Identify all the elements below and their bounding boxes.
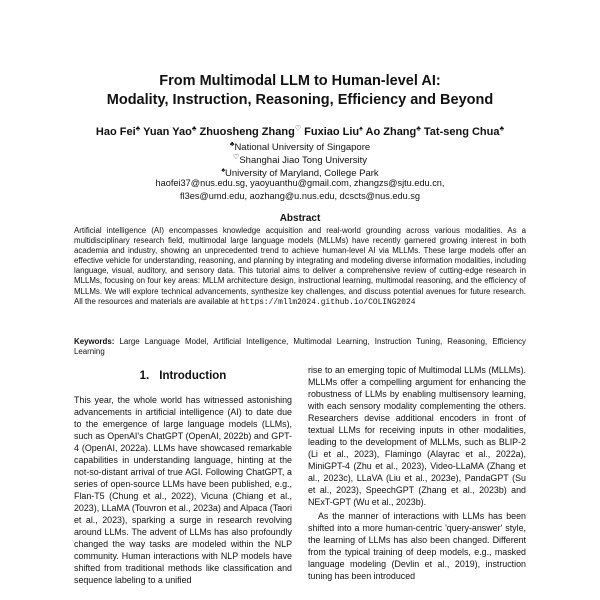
section-number: 1. [139,370,150,382]
email-list-line-2: fl3es@umd.edu, aozhang@u.nus.edu, dcscts@nus.edu.sg [180,191,420,201]
author: Zhuosheng Zhang♡ [199,125,302,138]
author: Yuan Yao♣ [143,125,197,138]
section-title: Introduction [159,370,227,382]
left-column [74,394,292,586]
paper-title-line-1: From Multimodal LLM to Human-level AI: [159,73,441,89]
abstract-text: Artificial intelligence (AI) encompasses knowledge acquisition and real-world grounding across various modalities. As a multidisciplinary research field, multimodal large language models (MLLMs) have recently garnered growing interest in both academia and industry, showing an unprecedented trend to achieve human-level AI via MLLMs. These large models offer an effective vehicle for understanding, reasoning, and planning by integrating and modeling diverse information modalities, including language, visual, auditory, and sensory data. This tutorial aims to deliver a comprehensive review of cutting-edge research in MLLMs, focusing on four key areas: MLLM architecture design, instructional learning, multimodal reasoning, and the efficiency of MLLMs. We will explore technical advancements, synthesize key challenges, and discuss potential avenues for future research. All the resources and materials are available at [74,226,526,306]
affiliation: ♣National University of Singapore [229,141,371,154]
keywords-label: Keywords: [74,337,115,346]
abstract-body [74,226,526,308]
author: Hao Fei♣ [95,125,141,138]
keywords-text: Large Language Model, Artificial Intelligence, Multimodal Learning, Instruction Tuning, Reasoning, Efficiency Learning [74,337,526,357]
right-column [308,364,526,582]
paragraph: As the manner of interactions with LLMs has been shifted into a more human-centric 'query-answer' style, the learning of LLMs has also been changed. Different from the typical training of deep models, e.g., masked language modeling (Devlin et al., 2019), instruction tuning has been introduced [308,511,526,581]
abstract-url-link[interactable]: https://mllm2024.github.io/COLING2024 [240,297,416,307]
keywords [74,337,526,357]
author-list [0,122,600,139]
section-heading-introduction [74,370,292,382]
author: Ao Zhang♣ [365,125,421,138]
affiliation: ♡Shanghai Jiao Tong University [233,154,367,167]
author: Fuxiao Liu♠ [304,125,363,138]
abstract-heading: Abstract [279,213,321,224]
affiliation: ♠University of Maryland, College Park [221,167,379,180]
email-list-line-1: haofei37@nus.edu.sg, yaoyuanthu@gmail.com, zhangzs@sjtu.edu.cn, [155,178,445,188]
author: Tat-seng Chua♣ [423,125,505,138]
paper-title-line-2: Modality, Instruction, Reasoning, Efficiency and Beyond [106,92,494,108]
paragraph: rise to an emerging topic of Multimodal LLMs (MLLMs). MLLMs offer a compelling argument for enhancing the robustness of LLMs by enabling multisensory learning, with each sensory modality complementing the others. Researchers devise additional encoders in front of textual LLMs for receiving inputs in other modalities, leading to the development of MLLMs, such as BLIP-2 (Li et al., 2023), Flamingo (Alayrac et al., 2022a), MiniGPT-4 (Zhu et al., 2023), Video-LLaMA (Zhang et al., 2023c), LLaVA (Liu et al., 2023e), PandaGPT (Su et al., 2023), SpeechGPT (Zhang et al., 2023b) and NExT-GPT (Wu et al., 2023b). [308,365,526,507]
paragraph: This year, the whole world has witnessed astonishing advancements in artificial intelligence (AI) to date due to the emergence of large language models (LLMs), such as OpenAI's ChatGPT (OpenAI, 2022b) and GPT-4 (OpenAI, 2022a). LLMs have showcased remarkable capabilities in understanding language, hinting at the not-so-distant arrival of true AGI. Following ChatGPT, a series of open-source LLMs have been published, e.g., Flan-T5 (Chung et al., 2022), Vicuna (Chiang et al., 2023), LLaMA (Touvron et al., 2023a) and Alpaca (Taori et al., 2023), sparking a surge in research revolving around LLMs. The advent of LLMs has also profoundly changed the way tasks are modeled within the NLP community. Human interactions with NLP models have shifted from traditional methods like classification and sequence labeling to a unified [74,395,292,585]
